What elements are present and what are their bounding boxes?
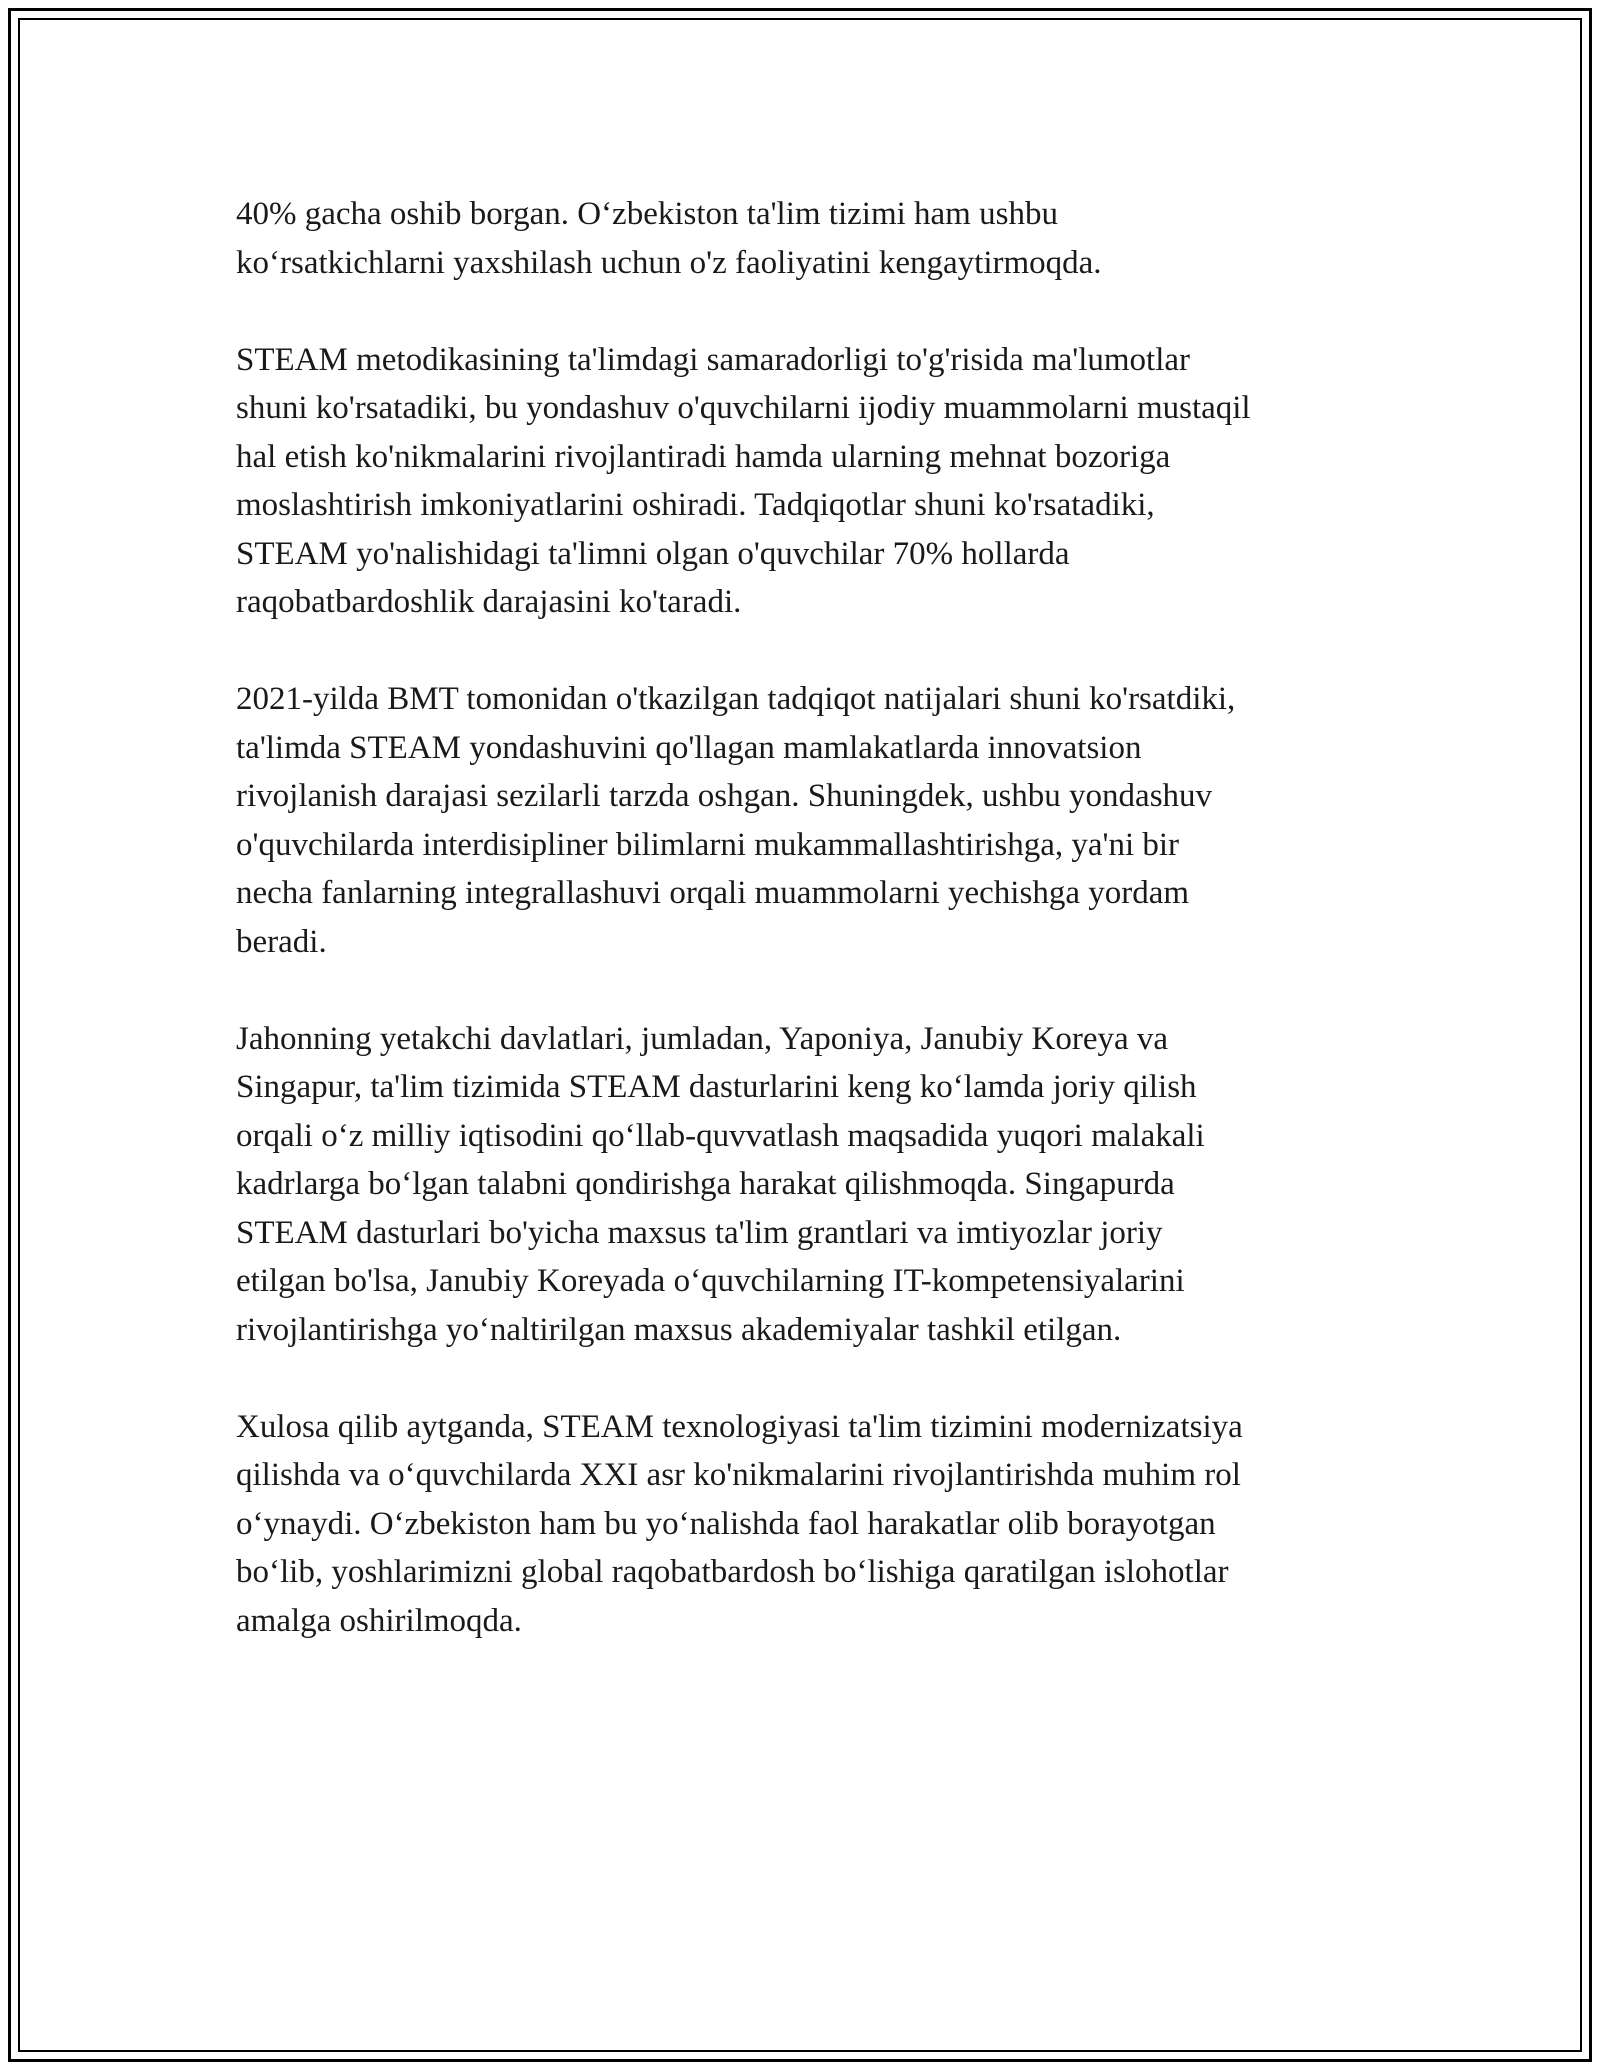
text-line: Xulosa qilib aytganda, STEAM texnologiyasi ta'lim tizimini modernizatsiya <box>236 1408 1243 1445</box>
text-line: amalga oshirilmoqda. <box>236 1602 522 1639</box>
text-line: moslashtirish imkoniyatlarini oshiradi. Tadqiqotlar shuni ko'rsatadiki, <box>236 487 1155 523</box>
text-line: rivojlantirishga yoʻnaltirilgan maxsus akademiyalar tashkil etilgan. <box>236 1311 1122 1348</box>
text-line: kadrlarga boʻlgan talabni qondirishga harakat qilishmoqda. Singapurda <box>236 1166 1175 1202</box>
text-line: shuni ko'rsatadiki, bu yondashuv o'quvchilarni ijodiy muammolarni mustaqil <box>236 390 1251 426</box>
text-line: koʻrsatkichlarni yaxshilash uchun o'z faoliyatini kengaytirmoqda. <box>236 244 1102 281</box>
text-line: oʻynaydi. Oʻzbekiston ham bu yoʻnalishda faol harakatlar olib borayotgan <box>236 1505 1216 1542</box>
text-line: Jahonning yetakchi davlatlari, jumladan, Yaponiya, Janubiy Koreya va <box>236 1020 1169 1057</box>
text-line: Singapur, ta'lim tizimida STEAM dasturlarini keng koʻlamda joriy qilish <box>236 1069 1197 1105</box>
paragraph-4 <box>236 1015 1396 1355</box>
text-line: STEAM yo'nalishidagi ta'limni olgan o'quvchilar 70% hollarda <box>236 535 1070 572</box>
text-line: 2021-yilda BMT tomonidan o'tkazilgan tadqiqot natijalari shuni ko'rsatdiki, <box>236 681 1236 717</box>
text-line: beradi. <box>236 923 327 960</box>
text-line: hal etish ko'nikmalarini rivojlantiradi hamda ularning mehnat bozoriga <box>236 438 1171 475</box>
text-line: raqobatbardoshlik darajasini ko'taradi. <box>236 584 742 620</box>
text-line: STEAM metodikasining ta'limdagi samaradorligi to'g'risida ma'lumotlar <box>236 341 1191 378</box>
text-line: 40% gacha oshib borgan. Oʻzbekiston ta'lim tizimi ham ushbu <box>236 196 1058 232</box>
paragraph-5 <box>236 1403 1396 1646</box>
text-line: qilishda va oʻquvchilarda XXI asr ko'nikmalarini rivojlantirishda muhim rol <box>236 1457 1241 1493</box>
text-line: orqali oʻz milliy iqtisodini qoʻllab-quvvatlash maqsadida yuqori malakali <box>236 1117 1205 1154</box>
paragraph-1 <box>236 190 1396 287</box>
text-line: o'quvchilarda interdisipliner bilimlarni mukammallashtirishga, ya'ni bir <box>236 826 1180 863</box>
text-line: etilgan bo'lsa, Janubiy Koreyada oʻquvchilarning IT-kompetensiyalarini <box>236 1263 1185 1299</box>
text-line: rivojlanish darajasi sezilarli tarzda oshgan. Shuningdek, ushbu yondashuv <box>236 778 1213 814</box>
text-line: boʻlib, yoshlarimizni global raqobatbardosh boʻlishiga qaratilgan islohotlar <box>236 1554 1229 1590</box>
paragraph-2 <box>236 336 1396 627</box>
text-line: STEAM dasturlari bo'yicha maxsus ta'lim grantlari va imtiyozlar joriy <box>236 1214 1163 1251</box>
text-line: ta'limda STEAM yondashuvini qo'llagan mamlakatlarda innovatsion <box>236 729 1142 766</box>
document-body <box>236 190 1396 1694</box>
text-line: necha fanlarning integrallashuvi orqali muammolarni yechishga yordam <box>236 875 1190 911</box>
paragraph-3 <box>236 675 1396 966</box>
